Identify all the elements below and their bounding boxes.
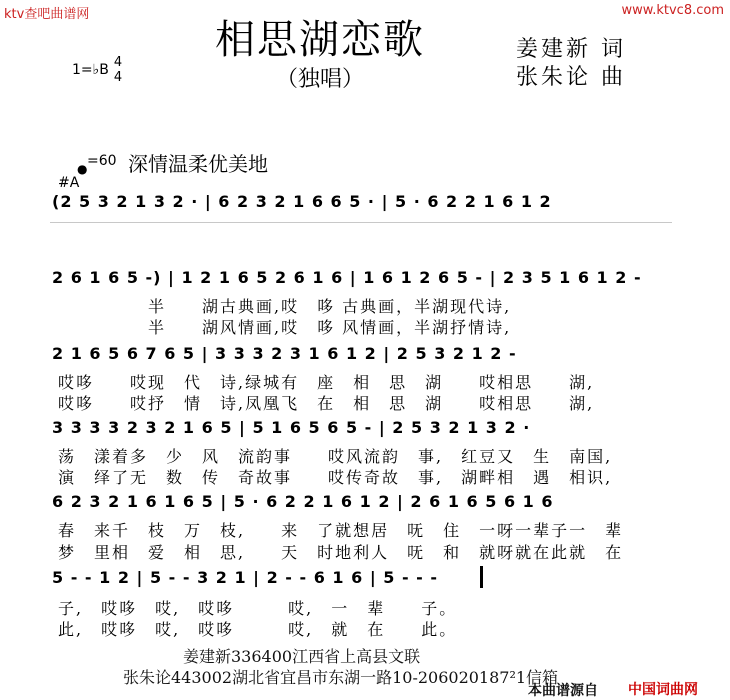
- staff-divider: [50, 222, 672, 223]
- lyric-line-3: 哎哆 哎现 代 诗,绿城有 座 相 思 湖 哎相思 湖,: [58, 373, 595, 392]
- watermark-left: ktv查吧曲谱网: [4, 7, 90, 22]
- time-signature: [112, 55, 124, 85]
- lyric-line-7: 春 来千 枝 万 枝, 来 了就想居 呒 住 一呀一辈子一 辈: [58, 521, 624, 540]
- score-line-2: 2 6 1 6 5 -) | 1 2 1 6 5 2 6 1 6 | 1 6 1 2 6 5 - | 2 3 5 1 6 1 2 -: [52, 268, 642, 287]
- key-signature: 1=♭B: [72, 62, 109, 78]
- time-signature-bottom: 4: [113, 70, 123, 85]
- score-line-3: 2 1 6 5 6 7 6 5 | 3 3 3 2 3 1 6 1 2 | 2 5 3 2 1 2 -: [52, 344, 517, 363]
- expression-marking: 深情温柔优美地: [128, 152, 268, 176]
- lyric-line-10: 此, 哎哆 哎, 哎哆 哎, 就 在 此。: [58, 620, 458, 639]
- lyricist-address: 姜建新336400江西省上高县文联: [183, 647, 421, 666]
- site-name-link[interactable]: 中国词曲网: [628, 682, 698, 698]
- section-mark: #A: [58, 175, 80, 191]
- score-line-6: 5 - - 1 2 | 5 - - 3 2 1 | 2 - - 6 1 6 | 5 - - -: [52, 568, 439, 587]
- score-line-4: 3 3 3 3 2 3 2 1 6 5 | 5 1 6 5 6 5 - | 2 5 3 2 1 3 2 ·: [52, 418, 531, 437]
- source-label: 本曲谱源自: [528, 683, 598, 699]
- lyric-line-2: 半 湖风情画,哎 哆 风情画，半湖抒情诗,: [58, 318, 512, 337]
- score-line-1: (2 5 3 2 1 3 2 · | 6 2 3 2 1 6 6 5 · | 5 · 6 2 2 1 6 1 2: [52, 192, 552, 211]
- song-subtitle: （独唱）: [275, 67, 364, 92]
- score-line-5: 6 2 3 2 1 6 1 6 5 | 5 · 6 2 2 1 6 1 2 | 2 6 1 6 5 6 1 6: [52, 492, 554, 511]
- time-signature-top: 4: [113, 55, 123, 70]
- lyric-line-6: 演 绎了无 数 传 奇故事 哎传奇故 事, 湖畔相 遇 相识,: [58, 468, 613, 487]
- composer-address: 张朱论443002湖北省宜昌市东湖一路10-206020187²1信箱: [123, 668, 559, 687]
- composer-credit: 张朱论 曲: [516, 65, 626, 90]
- tempo-marking: =60: [87, 153, 117, 169]
- song-title: 相思湖恋歌: [215, 17, 425, 63]
- watermark-right: www.ktvc8.com: [621, 3, 724, 18]
- quarter-note-icon: ●: [77, 162, 88, 176]
- lyricist-credit: 姜建新 词: [516, 37, 626, 62]
- lyric-line-4: 哎哆 哎抒 情 诗,凤凰飞 在 相 思 湖 哎相思 湖,: [58, 394, 595, 413]
- lyric-line-5: 荡 漾着多 少 风 流韵事 哎风流韵 事, 红豆又 生 南国,: [58, 447, 613, 466]
- lyric-line-8: 梦 里相 爱 相 思, 天 时地利人 呒 和 就呀就在此就 在: [58, 543, 624, 562]
- lyric-line-1: 半 湖古典画,哎 哆 古典画，半湖现代诗,: [58, 297, 512, 316]
- final-barline: [480, 566, 483, 588]
- lyric-line-9: 子, 哎哆 哎, 哎哆 哎, 一 辈 子。: [58, 599, 458, 618]
